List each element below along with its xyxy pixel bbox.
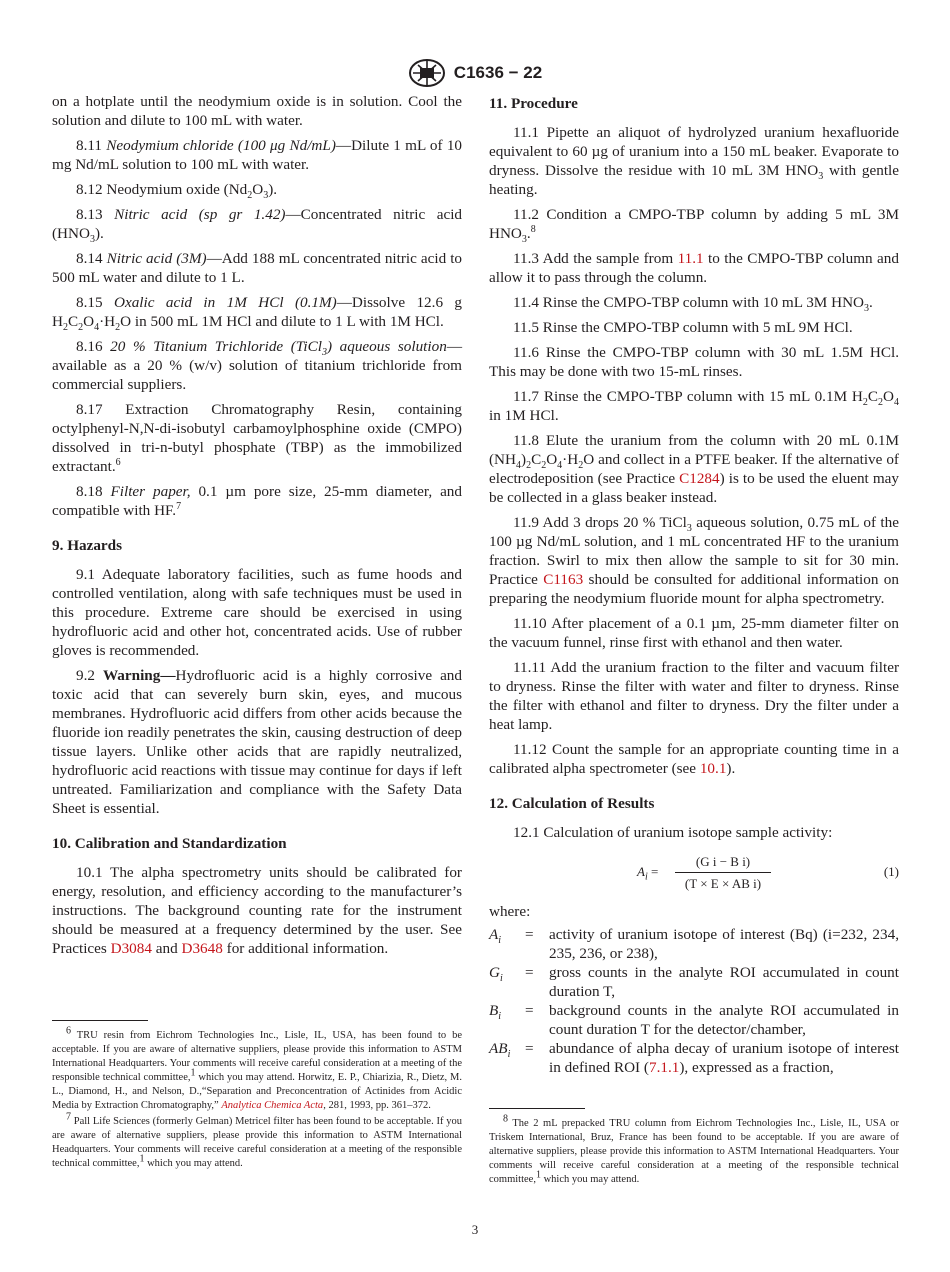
paragraph-11-7: 11.7 Rinse the CMPO-TBP column with 15 mL 0.1M $H_2C_2O_4$ in 1M HCl.	[489, 388, 899, 424]
paragraph-8-10-cont: on a hotplate until the neodymium oxide is in solution. Cool the solution and dilute to 100 mL with water.	[52, 93, 462, 129]
paragraph-9-1: 9.1 Adequate laboratory facilities, such as fume hoods and controlled ventilation, along with safe techniques must be used in this procedure. Extreme care should be exercised in using hydrofluoric acid and other hot, concentrated acids. Use of rubber gloves is recommended.	[52, 566, 462, 659]
link-c1163[interactable]: C1163	[543, 571, 584, 588]
paragraph-11-5: 11.5 Rinse the CMPO-TBP column with 5 mL 9M HCl.	[513, 319, 853, 336]
section-12-heading: 12. Calculation of Results	[489, 795, 655, 812]
paragraph-8-11: 8.11 Neodymium chloride (100 μg Nd/mL)—Dilute 1 mL of 10 mg Nd/mL solution to 100 mL with water.	[52, 137, 463, 173]
paragraph-8-16: 8.16 20 % Titanium Trichloride (TiCl$_3$) aqueous solution—available as a 20 % (w/v) solution of titanium trichloride from commercial suppliers.	[52, 338, 462, 393]
footnote-ref-7[interactable]: 7	[176, 500, 182, 512]
paragraph-8-17: 8.17 Extraction Chromatography Resin, containing octylphenyl-N,N-di-isobutyl carbamoylphosphine oxide (CMPO) dissolved in tri-n-butyl phosphate (TBP) as the immobilized extractant.$^6$	[52, 401, 462, 475]
footnotes-right	[489, 1108, 899, 1189]
right-column	[489, 92, 899, 1077]
equation-lhs: $A_i$ =	[637, 864, 659, 883]
footnote-ref-8[interactable]: 8	[530, 223, 536, 235]
paragraph-11-6: 11.6 Rinse the CMPO-TBP column with 30 mL 1.5M HCl. This may be done with two 15-mL rinses.	[489, 344, 899, 380]
page-number: 3	[471, 1222, 479, 1237]
link-11-1[interactable]: 11.1	[677, 250, 704, 267]
paragraph-11-11: 11.11 Add the uranium fraction to the filter and vacuum filter to dryness. Rinse the filter with water and filter to dryness. Rinse the filter with ethanol and filter to dryness. Dry the filter under a heat lamp.	[489, 659, 899, 733]
paragraph-8-12: 8.12 Neodymium oxide $(Nd_2O_3)$.	[76, 181, 278, 202]
paragraph-9-2: 9.2 Warning—Hydrofluoric acid is a highly corrosive and toxic acid that can severely burn skin, eyes, and mucous membranes. Hydrofluoric acid differs from other acids because the fluoride ion readily penetrates the skin, causing destruction of deep tissue layers. Unlike other acids that are rapidly neutralized, hydrofluoric acid reactions with tissue may continue for days if left untreated. Familiarization and compliance with the Safety Data Sheet is essential.	[52, 667, 462, 817]
link-c1284[interactable]: C1284	[679, 470, 720, 487]
footnote-ref-6[interactable]: 6	[115, 456, 121, 468]
paragraph-11-2: 11.2 Condition a CMPO-TBP column by adding 5 mL 3M $HNO_3.^8$	[489, 206, 899, 246]
paragraph-11-8: 11.8 Elute the uranium from the column with 20 mL 0.1M $(NH_4)_2C_2O_4\cdot H_2O$ and collect in a PTFE beaker. If the alternative of electrodeposition (see Practice C1284) is to be used the eluent may be collected in a glass beaker instead.	[489, 432, 899, 506]
link-10-1[interactable]: 10.1	[699, 760, 727, 777]
equation-denominator: (T × E × AB i)	[684, 876, 762, 891]
paragraph-11-4: 11.4 Rinse the CMPO-TBP column with 10 mL 3M $HNO_3$.	[513, 294, 873, 315]
page-header	[0, 58, 950, 88]
section-9-heading: 9. Hazards	[52, 537, 123, 554]
astm-logo-icon	[408, 58, 446, 88]
definition-row: $AB_i$ = abundance of alpha decay of uranium isotope of interest in defined ROI (7.1.1), expressed as a fraction,	[489, 1040, 899, 1076]
paragraph-8-18: 8.18 Filter paper, 0.1 µm pore size, 25-mm diameter, and compatible with HF.$^7$	[52, 483, 462, 519]
equation-fraction	[675, 852, 771, 893]
left-column	[52, 92, 462, 964]
link-d3648[interactable]: D3648	[181, 940, 223, 957]
equation-numerator: (G i − B i)	[675, 852, 771, 873]
link-7-1-1[interactable]: 7.1.1	[648, 1059, 680, 1076]
definition-row: $A_i$ = activity of uranium isotope of interest (Bq) (i=232, 234, 235, 236, or 238),	[489, 926, 899, 962]
paragraph-8-13: 8.13 Nitric acid (sp gr 1.42)—Concentrated nitric acid $(HNO_3)$.	[52, 206, 463, 246]
paragraph-8-15: 8.15 Oxalic acid in 1M HCl (0.1M)—Dissolve 12.6 g $H_2C_2O_4\cdot H_2O$ in 500 mL 1M HCl and dilute to 1 L with 1M HCl.	[52, 294, 463, 334]
standard-designation: C1636 − 22	[453, 63, 543, 82]
footnotes-left	[52, 1020, 462, 1173]
footnote-divider	[489, 1108, 585, 1109]
definition-row: $B_i$ = background counts in the analyte ROI accumulated in count duration T for the detector/chamber,	[489, 1002, 899, 1038]
section-11-heading: 11. Procedure	[489, 95, 578, 112]
link-analytica-chemica-acta[interactable]: Analytica Chemica Acta	[221, 1100, 324, 1111]
footnote-6: $^6$ TRU resin from Eichrom Technologies Inc., Lisle, IL, USA, has been found to be acceptable. If you are aware of alternative suppliers, please provide this information to ASTM International Headquarters. Your comments will receive careful consideration at a meeting of the responsible technical committee,$^1$ which you may attend. Horwitz, E. P., Chiarizia, R., Dietz, M. L., Diamond, H., and Nelson, D.,“Separation and Preconcentration of Actinides from Acidic Media by Extraction Chromatography,” Analytica Chemica Acta, 281, 1993, pp. 361–372.	[52, 1025, 462, 1111]
paragraph-11-12: 11.12 Count the sample for an appropriate counting time in a calibrated alpha spectrometer (see 10.1).	[489, 741, 899, 777]
paragraph-11-9: 11.9 Add 3 drops 20 % TiCl$_3$ aqueous solution, 0.75 mL of the 100 µg Nd/mL solution, and 1 mL concentrated HF to the uranium fraction. Swirl to mix then allow the sample to sit for 30 min. Practice C1163 should be consulted for additional information on preparing the neodymium fluoride mount for alpha spectrometry.	[489, 514, 899, 607]
paragraph-12-1: 12.1 Calculation of uranium isotope sample activity:	[513, 824, 833, 841]
paragraph-8-14: 8.14 Nitric acid (3M)—Add 188 mL concentrated nitric acid to 500 mL water and dilute to 1 L.	[52, 250, 463, 286]
paragraph-11-1: 11.1 Pipette an aliquot of hydrolyzed uranium hexafluoride equivalent to 60 µg of uranium into a 150 mL beaker. Evaporate to dryness. Dissolve the residue with 10 mL 3M $HNO_3$ with gentle heating.	[489, 124, 900, 198]
equation-number: (1)	[883, 864, 899, 879]
link-d3084[interactable]: D3084	[110, 940, 152, 957]
paragraph-11-3: 11.3 Add the sample from 11.1 to the CMPO-TBP column and allow it to pass through the column.	[489, 250, 899, 286]
paragraph-11-10: 11.10 After placement of a 0.1 µm, 25-mm diameter filter on the vacuum funnel, rinse first with ethanol and then water.	[489, 615, 899, 651]
definition-row: $G_i$ = gross counts in the analyte ROI accumulated in count duration T,	[489, 964, 899, 1000]
variable-definitions	[489, 925, 899, 1077]
footnote-7: $^7$ Pall Life Sciences (formerly Gelman) Metricel filter has been found to be acceptable. If you are aware of alternative suppliers, please provide this information to ASTM International Headquarters. Your comments will receive careful consideration at a meeting of the responsible technical committee,$^1$ which you may attend.	[52, 1111, 462, 1169]
where-label: where:	[489, 903, 531, 920]
footnote-divider	[52, 1020, 148, 1021]
section-10-heading: 10. Calibration and Standardization	[52, 835, 287, 852]
footnote-8: $^8$ The 2 mL prepacked TRU column from Eichrom Technologies Inc., Lisle, IL, USA or Triskem International, Bruz, France has been found to be acceptable. If you are aware of alternative suppliers, please provide this information to ASTM International Headquarters. Your comments will receive careful consideration at a meeting of the responsible technical committee,$^1$ which you may attend.	[489, 1113, 899, 1185]
equation-1	[489, 852, 899, 891]
paragraph-10-1: 10.1 The alpha spectrometry units should be calibrated for energy, resolution, and efficiency according to the manufacturer’s instructions. The background counting rate for the instrument should be measured at a frequency determined by the user. See Practices D3084 and D3648 for additional information.	[52, 864, 462, 957]
